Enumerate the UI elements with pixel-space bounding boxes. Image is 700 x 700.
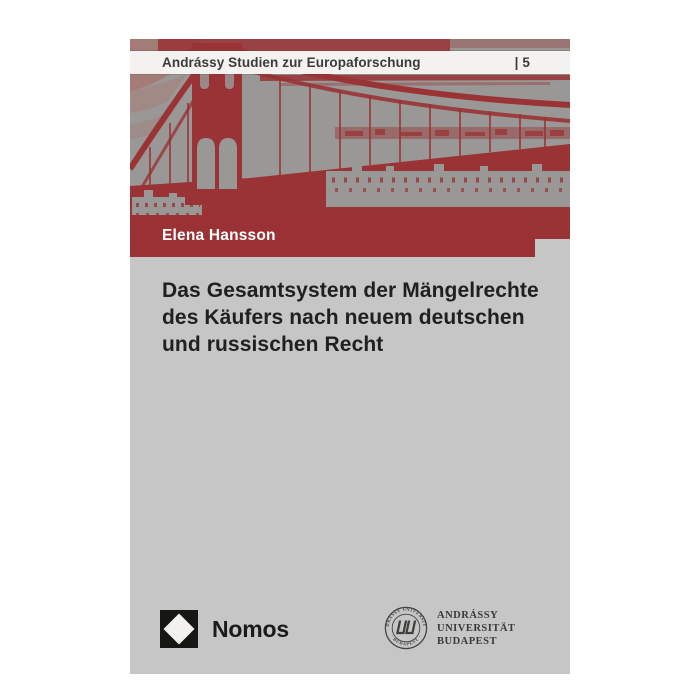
- nomos-diamond-icon: [160, 610, 198, 648]
- author-name: Elena Hansson: [162, 227, 276, 244]
- title-line: Das Gesamtsystem der Mängelrechte: [162, 279, 539, 302]
- cover-photo: [130, 39, 570, 239]
- series-volume: | 5: [514, 55, 530, 70]
- title-line: des Käufers nach neuem deutschen: [162, 306, 525, 329]
- nomos-wordmark: Nomos: [212, 615, 289, 642]
- seal-monogram-icon: [397, 621, 415, 634]
- author-band: [130, 215, 535, 257]
- nomos-logo: [160, 610, 289, 648]
- university-wordmark-line: UNIVERSITÄT: [437, 622, 516, 634]
- series-band: [130, 51, 570, 74]
- university-wordmark: [437, 609, 515, 648]
- seal-text-top: ANDRÁSSY UNIVERSITÄT: [384, 606, 428, 629]
- university-wordmark-line: ANDRÁSSY: [437, 609, 499, 621]
- university-logo: [384, 606, 515, 650]
- series-title: Andrássy Studien zur Europaforschung: [162, 55, 421, 70]
- seal-text-bottom: · BUDAPEST ·: [389, 633, 423, 647]
- book-cover: [130, 39, 570, 674]
- university-wordmark-line: BUDAPEST: [437, 635, 498, 647]
- university-seal-icon: [384, 606, 428, 650]
- title-line: und russischen Recht: [162, 333, 384, 356]
- book-title: [162, 277, 539, 358]
